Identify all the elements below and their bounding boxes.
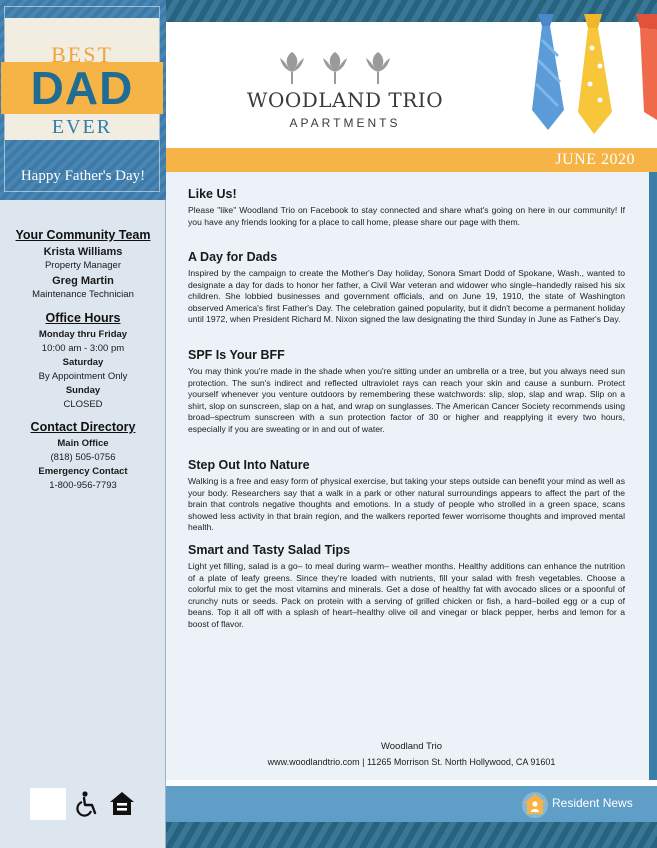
team-member-name: Greg Martin (52, 275, 114, 287)
article-spf (188, 348, 625, 436)
equal-housing-icon (108, 790, 136, 818)
team-member-role: Maintenance Technician (32, 289, 134, 300)
hours-heading: Office Hours (45, 311, 121, 325)
tulip-logo-icon (278, 50, 398, 86)
directory-label: Emergency Contact (38, 466, 128, 477)
badge-tagline: Happy Father's Day! (20, 168, 146, 184)
hours-time: CLOSED (63, 399, 103, 410)
article-body: Walking is a free and easy form of physical exercise, but taking your steps outside can benefit your mind as well as your body. Researchers say that a walk in a park or other natural surroundings appears to affect the part of the brain that controls negative thoughts and emotions. In a study of people who strolled in a green space, scans showed less activity in that brain region, and the walkers reported fewer worrisome thoughts and improved mental health. (188, 476, 625, 533)
resident-news-logo-icon (520, 790, 550, 820)
article-body: Please "like" Woodland Trio on Facebook to stay connected and share what's going on here in our community! If you have any friends looking for a place to call home, please share our page with them. (188, 205, 625, 227)
article-body: You may think you're made in the shade when you're sitting under an umbrella or a tree, but you always need sun protection. The sun's indirect and reflected ultraviolet rays can reach your skin and cause a sunburn. Protect yourself whenever you venture outdoors by remembering these watchwords: slip, slop, slap and wrap. Slip on a shirt, slop on sunscreen, slap on a hat, and wrap on sunglasses. The American Cancer Society recommends using broad–spectrum sunscreen with a sun protection factor of 30 or higher and reapplying it every two hours, especially if you are sweating or in and out of water. (188, 366, 625, 434)
community-info (0, 228, 166, 493)
blank-logo-box (30, 788, 66, 820)
sidebar (0, 0, 166, 848)
badge-panel (5, 18, 159, 140)
resident-news-label: Resident News (552, 796, 633, 810)
directory-heading: Contact Directory (30, 420, 136, 434)
article-title: SPF Is Your BFF (188, 348, 285, 362)
article-title: Like Us! (188, 187, 237, 201)
article-title: Step Out Into Nature (188, 458, 310, 472)
team-member-name: Krista Williams (43, 246, 123, 258)
property-type: APARTMENTS (289, 116, 401, 130)
bottom-stripe (166, 822, 657, 848)
resident-news-bar (166, 786, 657, 822)
hours-day: Saturday (62, 357, 104, 368)
footer-name: Woodland Trio (380, 741, 443, 752)
hours-day: Sunday (65, 385, 101, 396)
article-day-for-dads (188, 250, 625, 326)
directory-phone: 1-800-956-7793 (49, 480, 117, 491)
article-title: Smart and Tasty Salad Tips (188, 543, 351, 557)
issue-date-bar (166, 148, 657, 172)
footer-address: www.woodlandtrio.com | 11265 Morrison St. North Hollywood, CA 91601 (267, 757, 556, 767)
directory-phone: (818) 505-0756 (50, 452, 116, 463)
best-dad-badge (0, 0, 166, 200)
article-title: A Day for Dads (188, 250, 278, 264)
article-like-us (188, 187, 625, 228)
badge-dad: DAD (30, 62, 134, 114)
wheelchair-icon (74, 790, 100, 818)
article-nature (188, 458, 625, 534)
article-body: Light yet filling, salad is a go– to meal during warm– weather months. Healthy additions can enhance the nutrition of a plate of leafy greens. Since they're loaded with nutrients, fill your salad with fresh vegetables. Choose a colorful mix to get the most vitamins and minerals. Get a dose of healthy fat with avocado slices or a spoonful of crunchy nuts or seeds. Pack on protein with a serving of grilled chicken or fish, a hard–boiled egg or a cup of beans. Top it all off with a splash of heart–healthy olive oil and vinegar or black pepper, herbs and lemon for a boost of flavor. (188, 561, 625, 629)
hours-time: 10:00 am - 3:00 pm (41, 343, 125, 354)
badge-best: BEST (51, 42, 113, 67)
neckties-illustration-icon (520, 0, 657, 146)
property-name: WOODLAND TRIO (246, 88, 444, 112)
hours-day: Monday thru Friday (38, 329, 128, 340)
directory-label: Main Office (57, 438, 109, 449)
article-salad (188, 543, 625, 631)
team-heading: Your Community Team (15, 228, 151, 242)
issue-date: JUNE 2020 (555, 151, 635, 168)
article-body: Inspired by the campaign to create the Mother's Day holiday, Sonora Smart Dodd of Spokane, Wash., wanted to designate a day for dads to honor her father, a Civil War veteran and widower who single–handedly raised his six children. She lobbied businesses and government officials, and on June 19, 1910, the state of Washington observed America's first Father's Day. The celebration gained popularity, but it didn't become a permanent holiday until 1972, when President Richard M. Nixon signed the law designating the third Sunday in June as Father's Day. (188, 268, 625, 325)
team-member-role: Property Manager (44, 260, 122, 271)
hours-time: By Appointment Only (38, 371, 128, 382)
badge-ever: EVER (51, 116, 113, 138)
